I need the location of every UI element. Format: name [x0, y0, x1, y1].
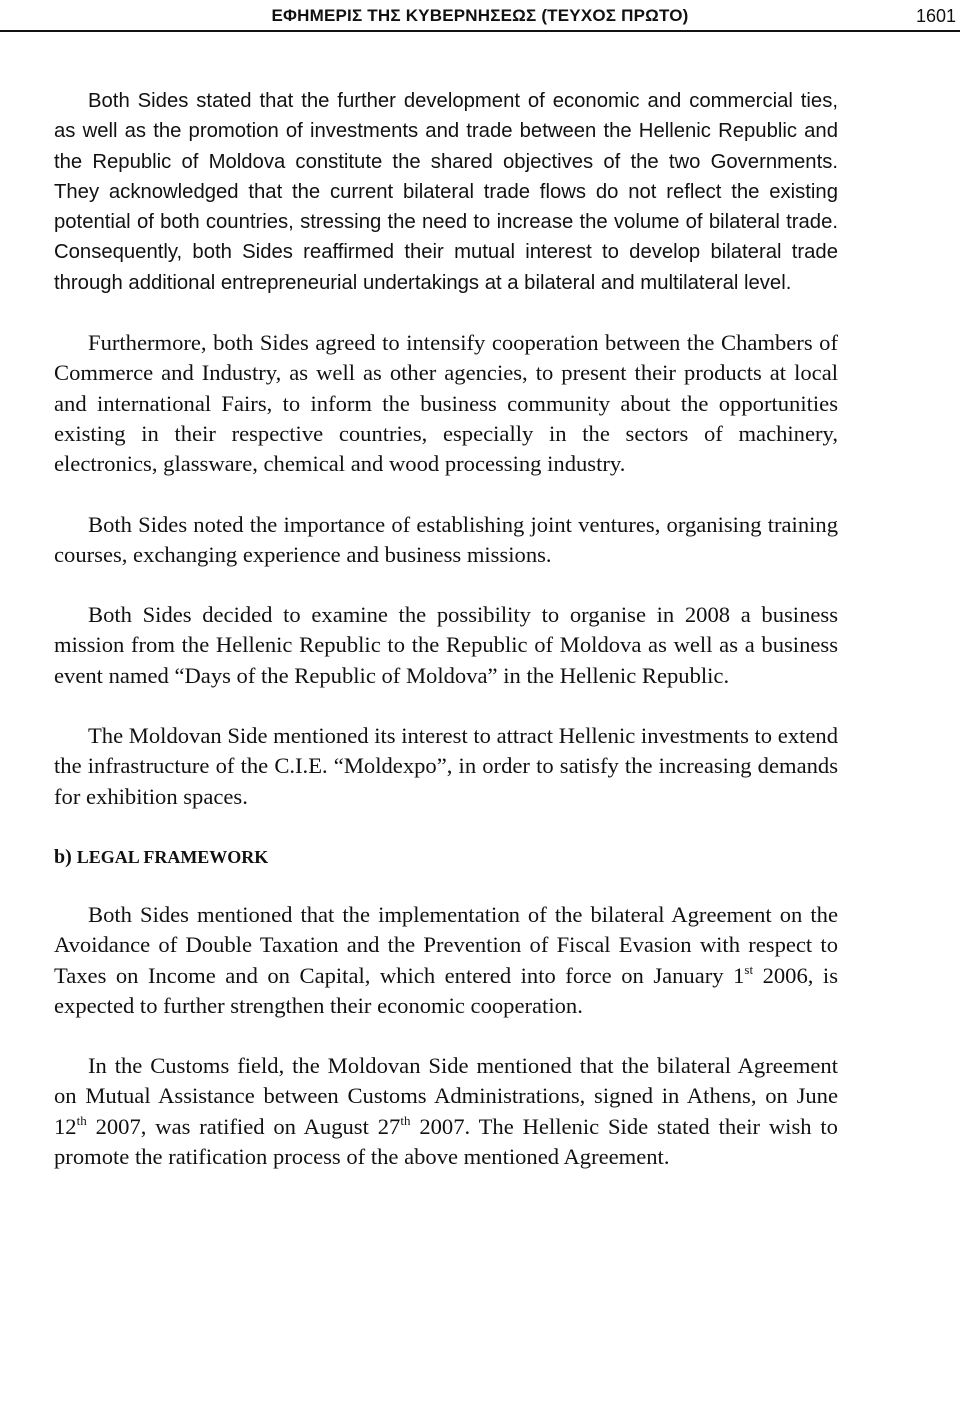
paragraph-customs-text-3: 2007. The Hellenic Side stated their wish to promote the ratification process of the above mentioned Agreement.	[54, 1113, 838, 1170]
paragraph-customs-agreement	[54, 1051, 838, 1172]
paragraph-business-mission: Both Sides decided to examine the possibility to organise in 2008 a business mission from the Hellenic Republic to the Republic of Moldova as well as a business event named “Days of the Republic of Moldova” in the Hellenic Republic.	[54, 602, 838, 688]
paragraph-joint-ventures: Both Sides noted the importance of establishing joint ventures, organising training courses, exchanging experience and business missions.	[54, 511, 838, 567]
paragraph-double-taxation	[54, 900, 838, 1021]
page-body	[54, 86, 838, 1202]
page-number: 1601	[915, 6, 956, 26]
journal-title: ΕΦΗΜΕΡΙΣ ΤΗΣ ΚΥΒΕΡΝΗΣΕΩΣ (ΤΕΥΧΟΣ ΠΡΩΤΟ)	[271, 6, 689, 25]
ordinal-suffix: st	[744, 961, 754, 977]
section-marker: b)	[54, 845, 72, 868]
paragraph-trade-objectives: Both Sides stated that the further development of economic and commercial ties, as well as the promotion of investments and trade between the Hellenic Republic and the Republic of Moldova constitute the shared objectives of the two Governments. They acknowledged that the current bilateral trade flows do not reflect the existing potential of both countries, stressing the need to increase the volume of bilateral trade. Consequently, both Sides reaffirmed their mutual interest to develop bilateral trade through additional entrepreneurial undertakings at a bilateral and multilateral level.	[54, 90, 838, 294]
paragraph-double-taxation-text-2: 2006, is expected to further strengthen their economic cooperation.	[54, 962, 838, 1018]
paragraph-moldexpo: The Moldovan Side mentioned its interest to attract Hellenic investments to extend the infrastructure of the C.I.E. “Moldexpo”, in order to satisfy the increasing demands for exhibition spaces.	[54, 723, 838, 809]
running-header	[0, 0, 960, 32]
paragraph-customs-text-1: In the Customs field, the Moldovan Side mentioned that the bilateral Agreement on Mutual Assistance between Customs Administrations, signed in Athens, on June 12	[54, 1053, 838, 1139]
ordinal-suffix: th	[400, 1112, 411, 1128]
paragraph-chambers-cooperation: Furthermore, both Sides agreed to intensify cooperation between the Chambers of Commerce and Industry, as well as other agencies, to present their products at local and international Fairs, to inform the business community about the opportunities existing in their respective countries, especially in the sectors of machinery, electronics, glassware, chemical and wood processing industry.	[54, 330, 838, 477]
paragraph-customs-text-2: 2007, was ratified on August 27	[86, 1113, 401, 1139]
ordinal-suffix: th	[76, 1112, 87, 1128]
section-title: LEGAL FRAMEWORK	[76, 846, 269, 867]
paragraph-double-taxation-text-1: Both Sides mentioned that the implementation of the bilateral Agreement on the Avoidance of Double Taxation and the Prevention of Fiscal Evasion with respect to Taxes on Income and on Capital, which entered into force on January 1	[54, 901, 838, 988]
section-heading-legal-framework	[54, 842, 838, 872]
